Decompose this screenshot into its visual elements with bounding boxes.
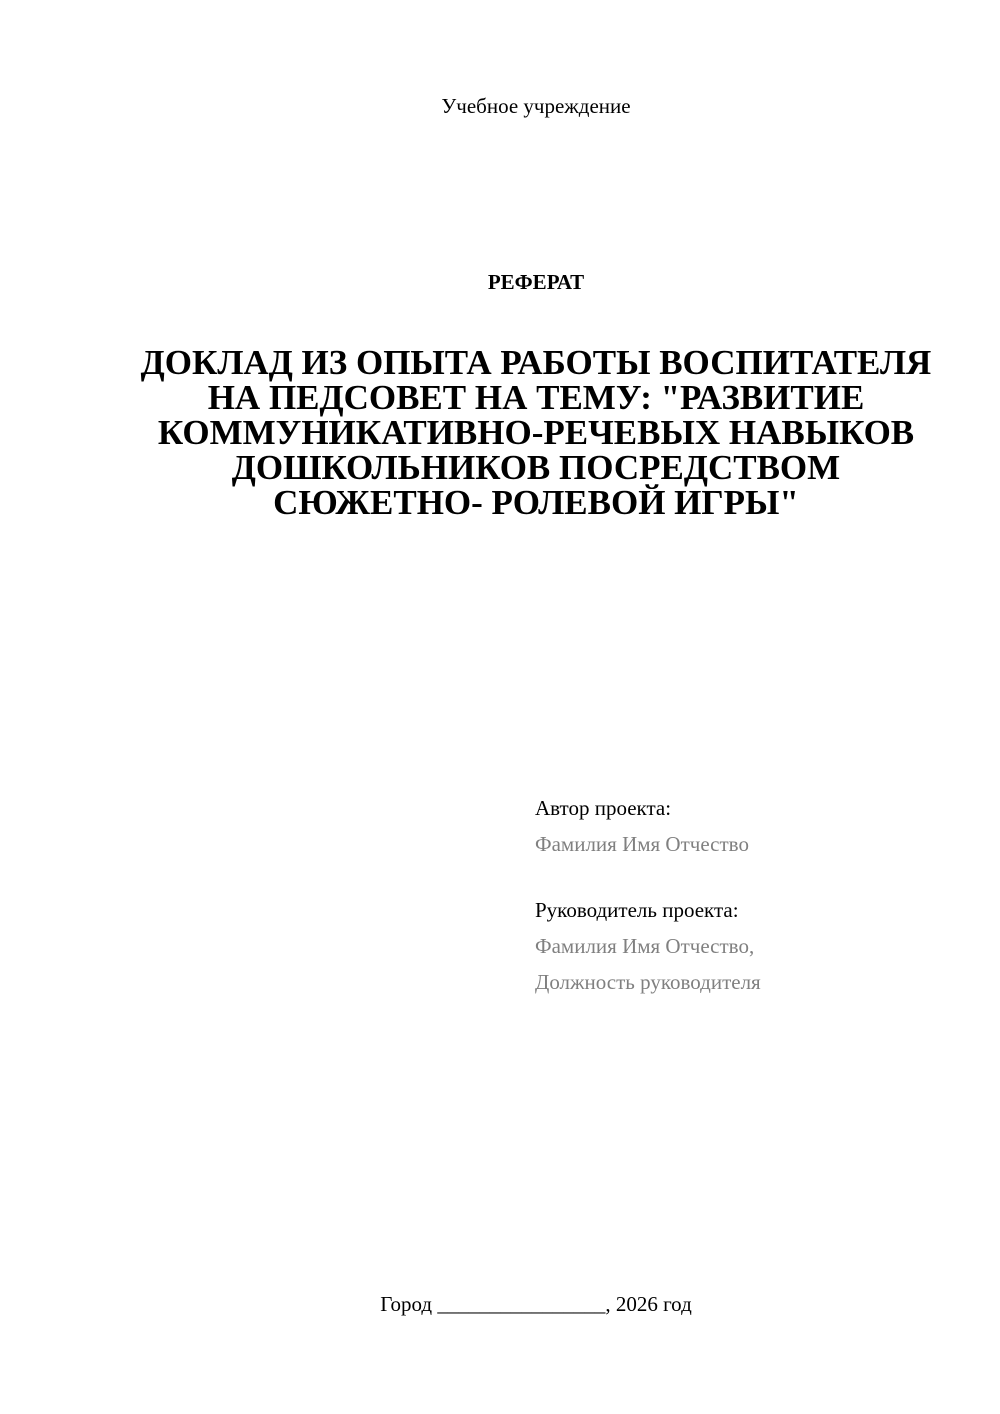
author-label: Автор проекта:	[535, 796, 672, 820]
spacer	[535, 862, 975, 892]
document-type: РЕФЕРАТ	[487, 270, 585, 294]
institution-name: Учебное учреждение	[441, 94, 631, 118]
supervisor-position: Должность руководителя	[535, 970, 761, 994]
document-title: ДОКЛАД ИЗ ОПЫТА РАБОТЫ ВОСПИТАТЕЛЯ НА ПЕДСОВЕТ НА ТЕМУ: "РАЗВИТИЕ КОММУНИКАТИВНО-РЕЧЕВЫХ НАВЫКОВ ДОШКОЛЬНИКОВ ПОСРЕДСТВОМ СЮЖЕТНО- РОЛЕВОЙ ИГРЫ"	[140, 343, 932, 522]
city-year-line: Город ________________, 2026 год	[380, 1292, 692, 1316]
supervisor-label: Руководитель проекта:	[535, 898, 739, 922]
author-block	[535, 790, 975, 1000]
author-name: Фамилия Имя Отчество	[535, 832, 749, 856]
supervisor-name: Фамилия Имя Отчество,	[535, 934, 755, 958]
